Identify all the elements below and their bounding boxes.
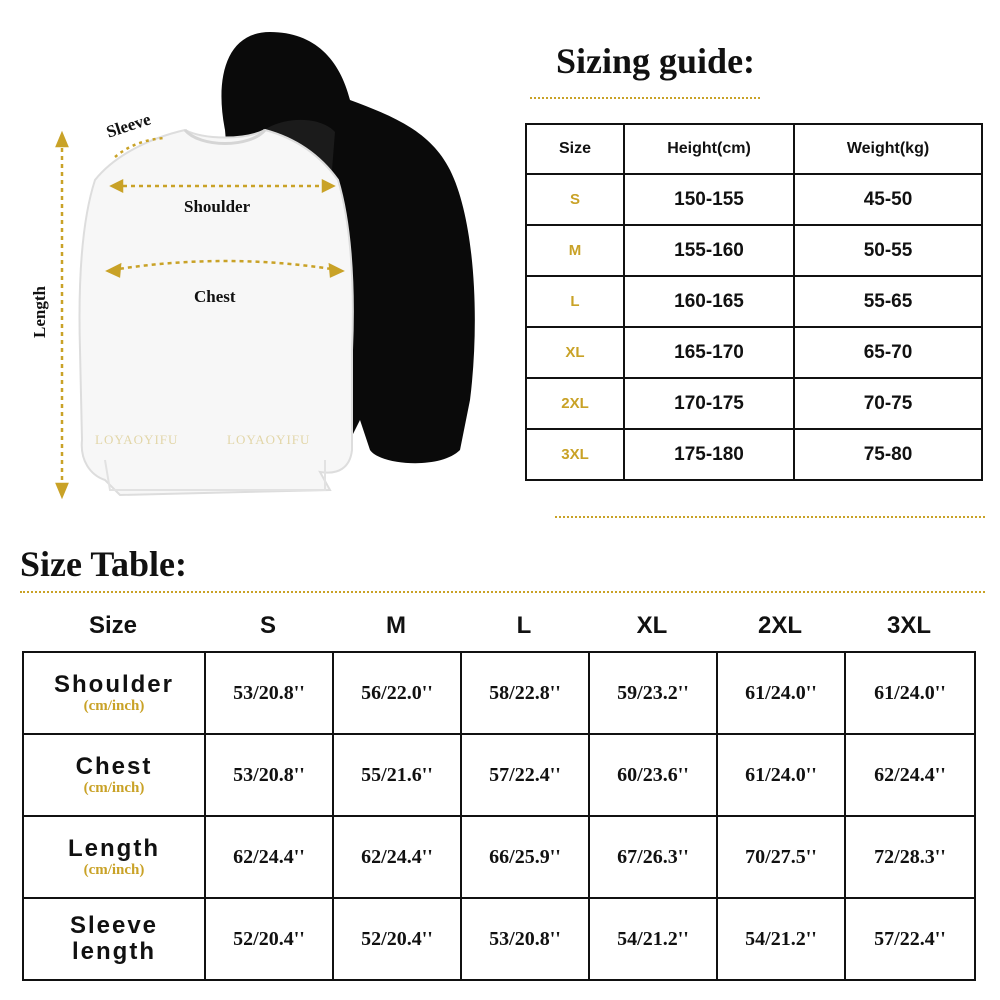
header-cell: Height(cm) xyxy=(624,124,794,174)
header-cell: Size xyxy=(88,612,138,639)
table-row xyxy=(526,429,982,480)
gold-divider xyxy=(530,97,760,99)
value-cell: 62/24.4'' xyxy=(333,816,461,898)
size-measurement-table xyxy=(22,651,976,981)
size-table-header xyxy=(22,612,974,652)
table-row xyxy=(23,816,975,898)
row-label-cell xyxy=(23,734,205,816)
size-table-title: Size Table: xyxy=(20,544,188,584)
watermark-text: LOYAOYIFU xyxy=(227,432,311,447)
row-label-line2: length xyxy=(72,938,156,965)
row-label: Length xyxy=(68,834,160,862)
length-label: Length xyxy=(29,286,49,338)
header-cell: M xyxy=(386,612,406,639)
weight-cell: 45-50 xyxy=(794,174,982,225)
value-cell: 70/27.5'' xyxy=(717,816,845,898)
garment-illustration xyxy=(20,20,520,510)
table-row xyxy=(526,174,982,225)
unit-label: (cm/inch) xyxy=(83,779,145,796)
value-cell: 54/21.2'' xyxy=(589,898,717,980)
header-cell: 2XL xyxy=(757,612,802,639)
weight-cell: 70-75 xyxy=(794,378,982,429)
value-cell: 62/24.4'' xyxy=(205,816,333,898)
table-row xyxy=(23,898,975,980)
table-row xyxy=(526,327,982,378)
value-cell: 72/28.3'' xyxy=(845,816,975,898)
size-cell: M xyxy=(526,225,624,276)
value-cell: 57/22.4'' xyxy=(845,898,975,980)
table-row xyxy=(526,276,982,327)
table-row xyxy=(526,225,982,276)
gold-divider xyxy=(555,516,985,518)
height-cell: 155-160 xyxy=(624,225,794,276)
size-cell: L xyxy=(526,276,624,327)
watermark-text: LOYAOYIFU xyxy=(95,432,179,447)
value-cell: 62/24.4'' xyxy=(845,734,975,816)
table-row xyxy=(23,652,975,734)
value-cell: 53/20.8'' xyxy=(461,898,589,980)
value-cell: 66/25.9'' xyxy=(461,816,589,898)
row-label: Shoulder xyxy=(53,670,174,698)
header-cell: L xyxy=(516,612,532,639)
value-cell: 54/21.2'' xyxy=(717,898,845,980)
value-cell: 58/22.8'' xyxy=(461,652,589,734)
size-cell: 2XL xyxy=(526,378,624,429)
value-cell: 61/24.0'' xyxy=(717,734,845,816)
value-cell: 61/24.0'' xyxy=(717,652,845,734)
value-cell: 52/20.4'' xyxy=(333,898,461,980)
chest-label: Chest xyxy=(194,287,236,306)
value-cell: 67/26.3'' xyxy=(589,816,717,898)
height-cell: 170-175 xyxy=(624,378,794,429)
row-label-cell xyxy=(23,898,205,980)
value-cell: 53/20.8'' xyxy=(205,734,333,816)
weight-cell: 65-70 xyxy=(794,327,982,378)
row-label: Sleeve xyxy=(69,912,159,939)
shoulder-label: Shoulder xyxy=(184,197,251,216)
weight-cell: 50-55 xyxy=(794,225,982,276)
table-row xyxy=(526,378,982,429)
sleeve-label: Sleeve xyxy=(104,109,154,142)
value-cell: 59/23.2'' xyxy=(589,652,717,734)
table-header-row xyxy=(526,124,982,174)
row-label-cell xyxy=(23,652,205,734)
value-cell: 53/20.8'' xyxy=(205,652,333,734)
height-cell: 160-165 xyxy=(624,276,794,327)
row-label: Chest xyxy=(75,752,153,780)
header-cell: S xyxy=(259,612,276,639)
header-cell: Size xyxy=(526,124,624,174)
value-cell: 55/21.6'' xyxy=(333,734,461,816)
sizing-guide-title: Sizing guide: xyxy=(556,41,756,81)
size-cell: 3XL xyxy=(526,429,624,480)
table-row xyxy=(23,734,975,816)
header-cell: XL xyxy=(636,612,668,639)
row-label-cell xyxy=(23,816,205,898)
size-cell: S xyxy=(526,174,624,225)
unit-label: (cm/inch) xyxy=(83,861,145,878)
weight-cell: 75-80 xyxy=(794,429,982,480)
height-cell: 150-155 xyxy=(624,174,794,225)
gold-divider xyxy=(20,591,985,593)
sizing-guide-table xyxy=(525,123,983,481)
value-cell: 52/20.4'' xyxy=(205,898,333,980)
value-cell: 60/23.6'' xyxy=(589,734,717,816)
unit-label: (cm/inch) xyxy=(83,697,145,714)
height-cell: 165-170 xyxy=(624,327,794,378)
value-cell: 57/22.4'' xyxy=(461,734,589,816)
weight-cell: 55-65 xyxy=(794,276,982,327)
header-cell: Weight(kg) xyxy=(794,124,982,174)
value-cell: 56/22.0'' xyxy=(333,652,461,734)
size-cell: XL xyxy=(526,327,624,378)
header-cell: 3XL xyxy=(886,612,931,639)
value-cell: 61/24.0'' xyxy=(845,652,975,734)
height-cell: 175-180 xyxy=(624,429,794,480)
